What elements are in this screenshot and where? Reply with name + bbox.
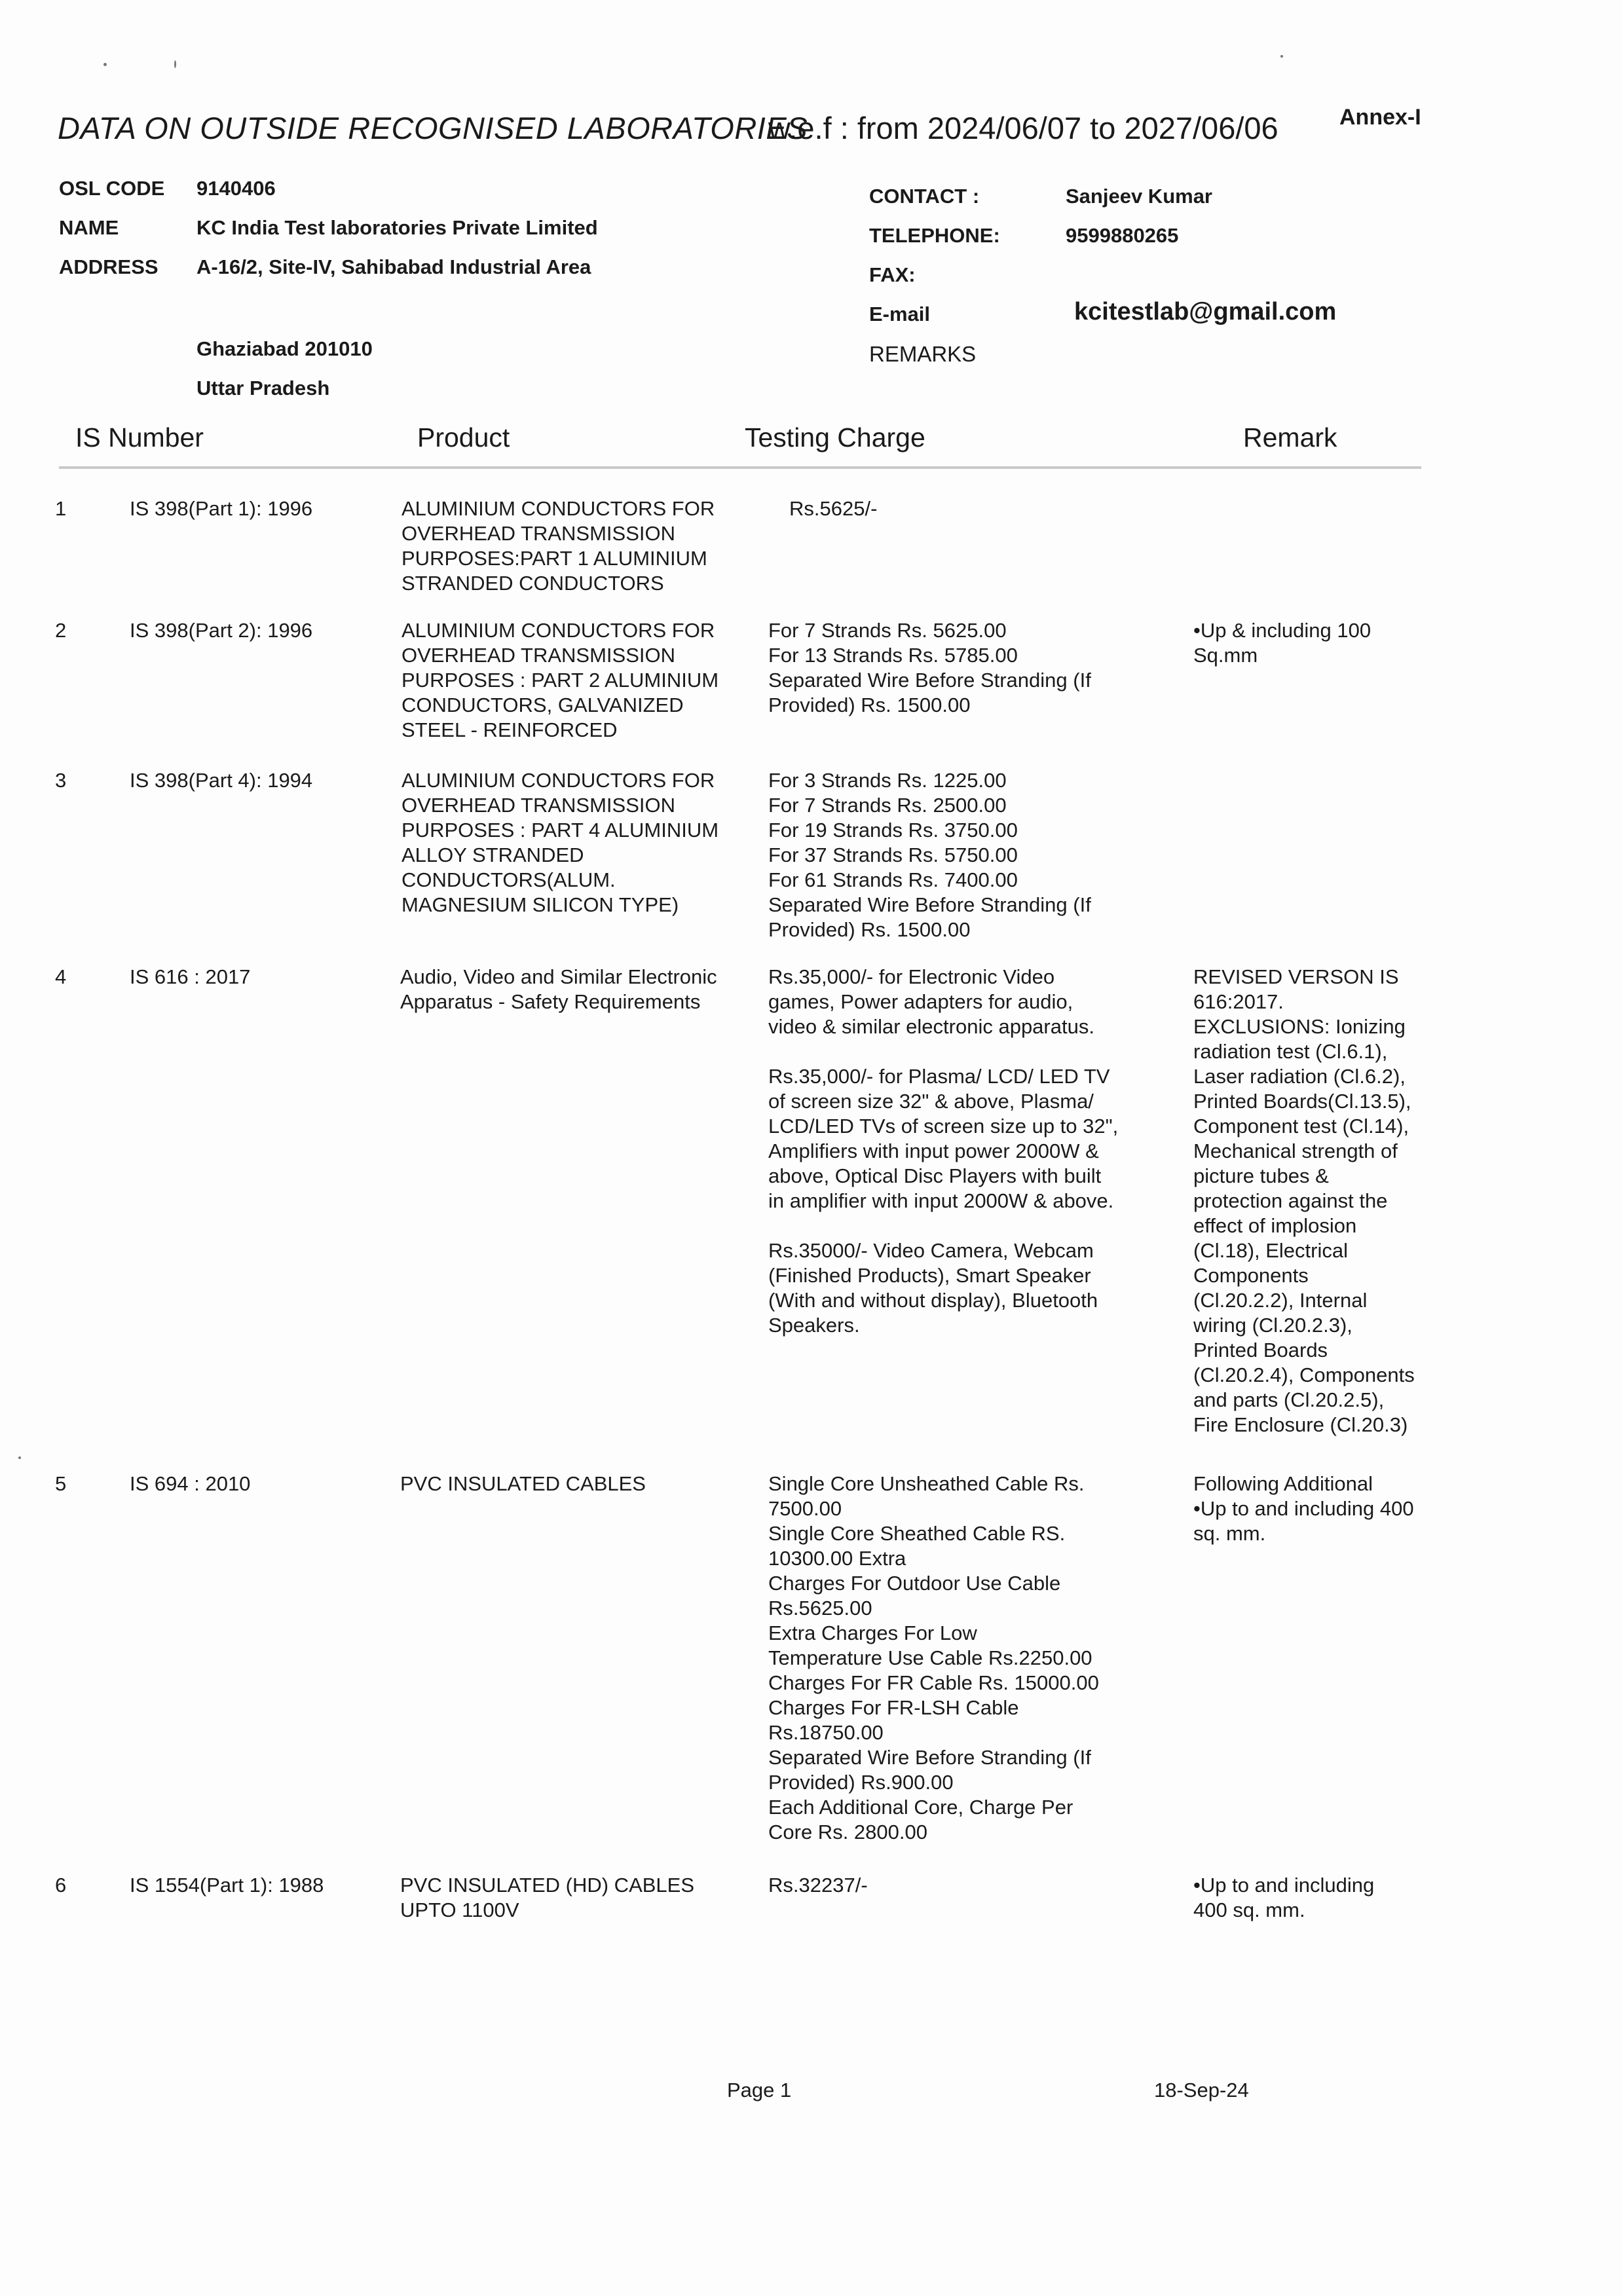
row-is-number: IS 398(Part 4): 1994 [130,769,313,792]
fax-label: FAX: [869,263,916,286]
scan-speck [174,60,176,68]
header-rule [59,466,1421,469]
row-serial: 2 [55,619,67,642]
row-is-number: IS 398(Part 1): 1996 [130,497,313,520]
scan-speck [1280,55,1283,58]
row-product: PVC INSULATED (HD) CABLES UPTO 1100V [400,1874,695,1921]
name-label: NAME [59,216,119,239]
row-remark: •Up to and including 400 sq. mm. [1193,1874,1375,1921]
row-testing-charge: For 7 Strands Rs. 5625.00 For 13 Strands Rs. 5785.00 Separated Wire Before Stranding (If Provided) Rs. 1500.00 [768,619,1091,716]
lab-name: KC India Test laboratories Private Limited [196,216,598,239]
document-title: DATA ON OUTSIDE RECOGNISED LABORATORIES [58,111,808,145]
col-header-testing-charge: Testing Charge [745,422,925,453]
row-serial: 3 [55,769,67,792]
validity-period: w.e.f : from 2024/06/07 to 2027/06/06 [768,111,1278,145]
address-line-3: Uttar Pradesh [196,377,330,399]
osl-code-label: OSL CODE [59,177,165,200]
page-number: Page 1 [727,2079,792,2102]
print-date: 18-Sep-24 [1154,2079,1249,2102]
row-testing-charge: Rs.35,000/- for Electronic Video games, Power adapters for audio, video & similar electronic apparatus. Rs.35,000/- for Plasma/ LCD/ LED TV of screen size 32" & above, Plasma/ LCD/LED TVs of screen size up to 32", Amplifiers with input power 2000W & above, Optical Disc Players with built in amplifier with input 2000W & above. Rs.35000/- Video Camera, Webcam (Finished Products), Smart Speaker (With and without display), Bluetooth Speakers. [768,965,1119,1337]
osl-code-value: 9140406 [196,177,276,200]
remarks-label: REMARKS [869,342,977,366]
scan-speck [18,1456,21,1459]
row-serial: 4 [55,965,67,988]
row-serial: 5 [55,1472,67,1495]
contact-label: CONTACT : [869,185,980,208]
scan-speck [103,63,107,66]
address-line-1: A-16/2, Site-IV, Sahibabad Industrial Area [196,255,591,278]
row-serial: 6 [55,1874,67,1897]
row-product: ALUMINIUM CONDUCTORS FOR OVERHEAD TRANSMISSION PURPOSES:PART 1 ALUMINIUM STRANDED CONDUCTORS [401,497,715,595]
address-label: ADDRESS [59,255,159,278]
row-product: ALUMINIUM CONDUCTORS FOR OVERHEAD TRANSMISSION PURPOSES : PART 2 ALUMINIUM CONDUCTORS, GALVANIZED STEEL - REINFORCED [401,619,719,741]
email-label: E-mail [869,303,931,325]
row-remark: •Up & including 100 Sq.mm [1193,619,1371,667]
row-testing-charge: Rs.5625/- [789,497,878,520]
email-value: kcitestlab@gmail.com [1074,298,1337,325]
row-is-number: IS 616 : 2017 [130,965,251,988]
row-testing-charge: Single Core Unsheathed Cable Rs. 7500.00 Single Core Sheathed Cable RS. 10300.00 Extra Charges For Outdoor Use Cable Rs.5625.00 Extra Charges For Low Temperature Use Cable Rs.2250.00 Charges For FR Cable Rs. 15000.00 Charges For FR-LSH Cable Rs.18750.00 Separated Wire Before Stranding (If Provided) Rs.900.00 Each Additional Core, Charge Per Core Rs. 2800.00 [768,1472,1099,1843]
col-header-is-number: IS Number [75,422,204,453]
address-line-2: Ghaziabad 201010 [196,337,373,360]
row-product: ALUMINIUM CONDUCTORS FOR OVERHEAD TRANSMISSION PURPOSES : PART 4 ALUMINIUM ALLOY STRANDED CONDUCTORS(ALUM. MAGNESIUM SILICON TYPE) [401,769,719,916]
row-testing-charge: For 3 Strands Rs. 1225.00 For 7 Strands Rs. 2500.00 For 19 Strands Rs. 3750.00 For 37 Strands Rs. 5750.00 For 61 Strands Rs. 7400.00 Separated Wire Before Stranding (If Provided) Rs. 1500.00 [768,769,1091,941]
col-header-remark: Remark [1243,422,1337,453]
row-product: Audio, Video and Similar Electronic Apparatus - Safety Requirements [400,965,717,1013]
col-header-product: Product [417,422,510,453]
row-product: PVC INSULATED CABLES [400,1472,646,1495]
contact-name: Sanjeev Kumar [1066,185,1212,208]
row-is-number: IS 694 : 2010 [130,1472,251,1495]
row-is-number: IS 398(Part 2): 1996 [130,619,313,642]
row-serial: 1 [55,497,67,520]
row-testing-charge: Rs.32237/- [768,1874,868,1897]
telephone-label: TELEPHONE: [869,224,1000,247]
row-remark: Following Additional •Up to and including 400 sq. mm. [1193,1472,1414,1545]
annex-label: Annex-I [1339,105,1421,130]
telephone-value: 9599880265 [1066,224,1179,247]
row-is-number: IS 1554(Part 1): 1988 [130,1874,324,1897]
row-remark: REVISED VERSON IS 616:2017. EXCLUSIONS: Ionizing radiation test (Cl.6.1), Laser radiation (Cl.6.2), Printed Boards(Cl.13.5), Component test (Cl.14), Mechanical strength of picture tubes & protection against the effect of implosion (Cl.18), Electrical Components (Cl.20.2.2), Internal wiring (Cl.20.2.3), Printed Boards (Cl.20.2.4), Components and parts (Cl.20.2.5), Fire Enclosure (Cl.20.3) [1193,965,1415,1436]
